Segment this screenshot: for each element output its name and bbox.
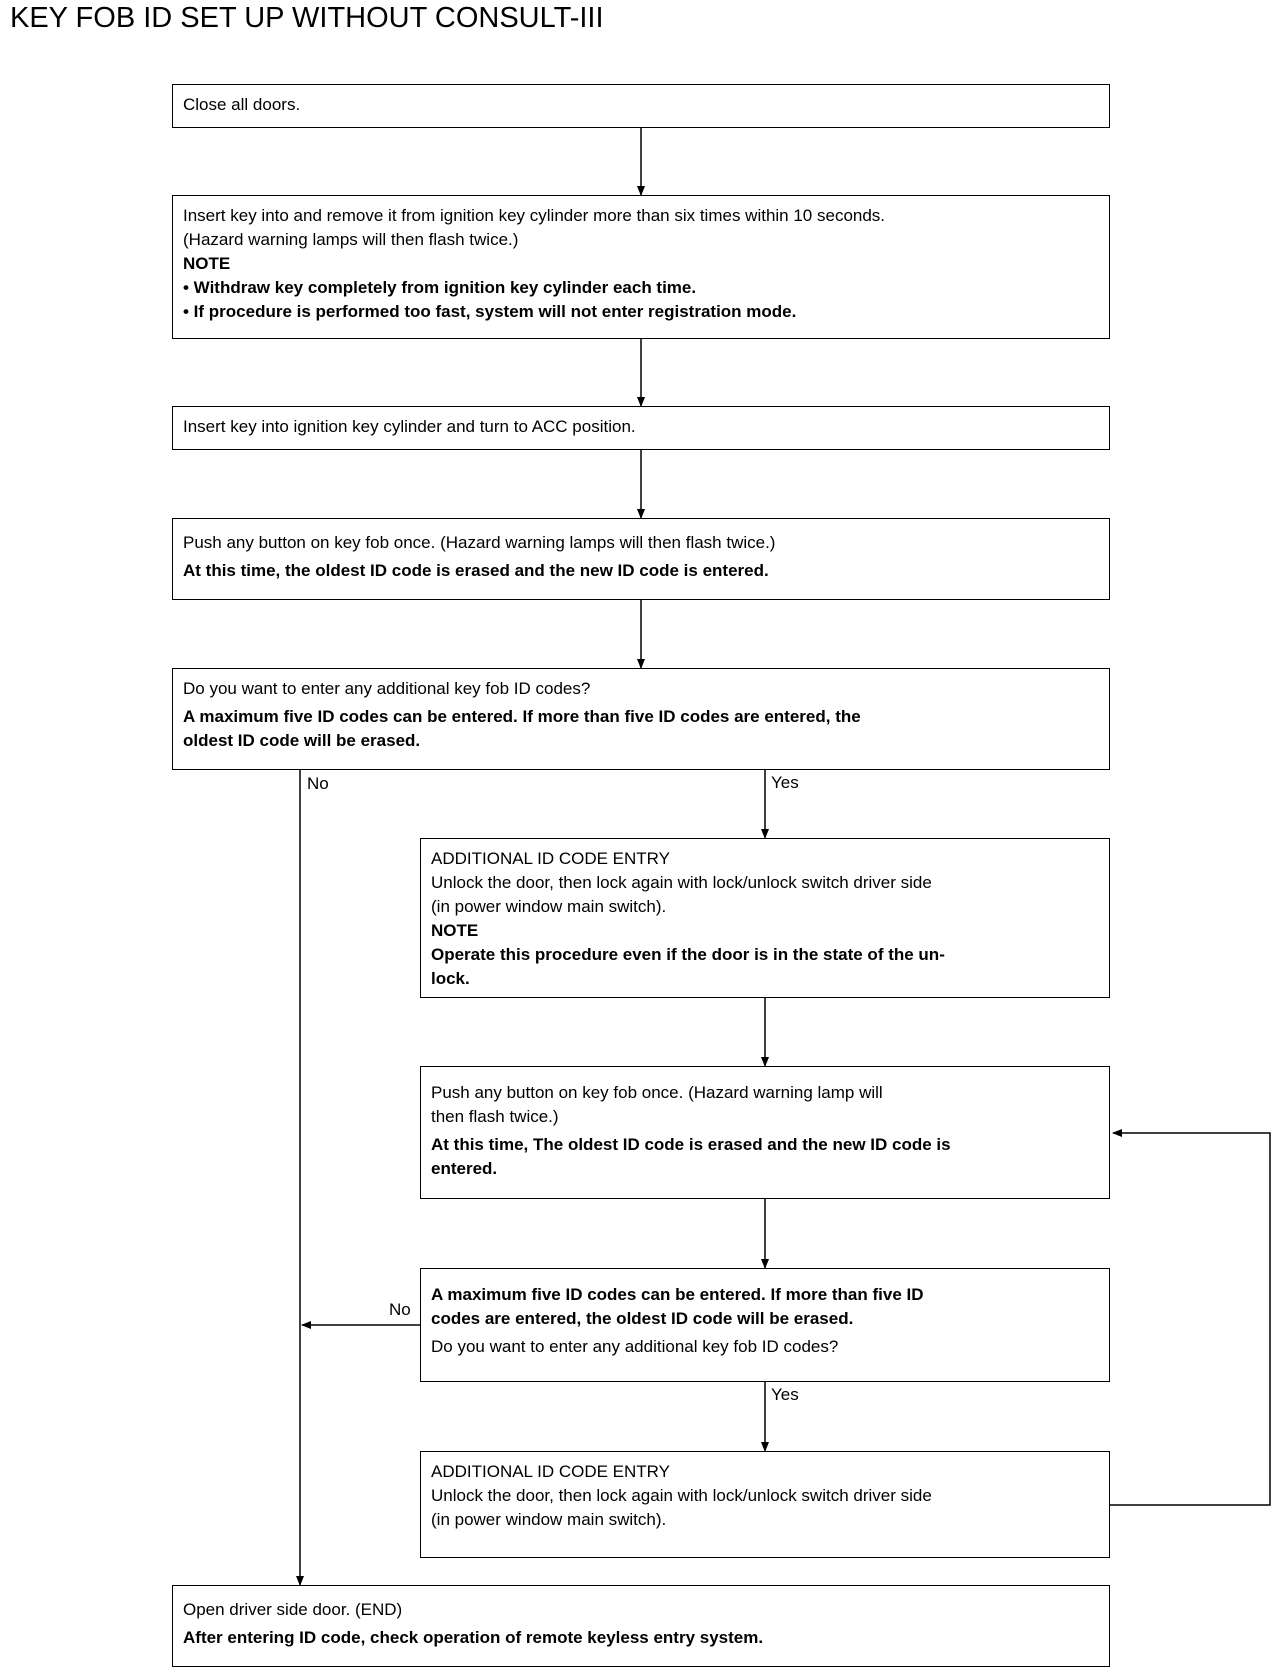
note-label: NOTE	[183, 254, 231, 273]
step-text: then flash twice.)	[431, 1107, 559, 1126]
no-label: No	[307, 774, 329, 793]
step-push-button-2	[420, 1066, 1110, 1199]
step-insert-remove-key	[172, 195, 1110, 339]
step-text: Unlock the door, then lock again with lock/unlock switch driver side	[431, 873, 932, 892]
loop-back-connector	[1110, 1133, 1270, 1505]
page-title: KEY FOB ID SET UP WITHOUT CONSULT-III	[10, 2, 604, 34]
step-text-bold: entered.	[431, 1159, 498, 1178]
step-text: Insert key into ignition key cylinder and turn to ACC position.	[183, 417, 636, 436]
question-note: A maximum five ID codes can be entered. If more than five ID codes are entered, the	[183, 707, 861, 726]
question-text: Do you want to enter any additional key fob ID codes?	[431, 1337, 839, 1356]
question-note: A maximum five ID codes can be entered. If more than five ID	[431, 1285, 924, 1304]
yes-label: Yes	[771, 1385, 799, 1404]
step-additional-entry-1	[420, 838, 1110, 998]
note-label: NOTE	[431, 921, 479, 940]
entry-heading: ADDITIONAL ID CODE ENTRY	[431, 1462, 670, 1481]
step-text: Close all doors.	[183, 95, 301, 114]
step-push-button	[172, 518, 1110, 600]
question-note: oldest ID code will be erased.	[183, 731, 421, 750]
question-note: codes are entered, the oldest ID code will be erased.	[431, 1309, 854, 1328]
step-close-doors	[172, 84, 1110, 128]
step-insert-acc	[172, 406, 1110, 450]
step-text-bold: At this time, the oldest ID code is erased and the new ID code is entered.	[183, 561, 769, 580]
note-text: Operate this procedure even if the door is in the state of the un-	[431, 945, 945, 964]
no-label: No	[389, 1300, 411, 1319]
note-bullet: • Withdraw key completely from ignition key cylinder each time.	[183, 278, 697, 297]
step-additional-entry-2	[420, 1451, 1110, 1558]
step-text: (Hazard warning lamps will then flash twice.)	[183, 230, 519, 249]
question-text: Do you want to enter any additional key fob ID codes?	[183, 679, 591, 698]
note-bullet: • If procedure is performed too fast, system will not enter registration mode.	[183, 302, 797, 321]
step-text-bold: At this time, The oldest ID code is erased and the new ID code is	[431, 1135, 951, 1154]
step-text: Unlock the door, then lock again with lock/unlock switch driver side	[431, 1486, 932, 1505]
yes-label: Yes	[771, 773, 799, 792]
decision-additional-codes	[172, 668, 1110, 770]
step-text: Push any button on key fob once. (Hazard warning lamp will	[431, 1083, 883, 1102]
step-text: (in power window main switch).	[431, 1510, 667, 1529]
entry-heading: ADDITIONAL ID CODE ENTRY	[431, 849, 670, 868]
note-text: lock.	[431, 969, 470, 988]
step-text: Insert key into and remove it from ignition key cylinder more than six times within 10 seconds.	[183, 206, 886, 225]
step-end	[172, 1585, 1110, 1667]
decision-additional-codes-2	[420, 1268, 1110, 1382]
step-text: (in power window main switch).	[431, 897, 667, 916]
step-text: Push any button on key fob once. (Hazard warning lamps will then flash twice.)	[183, 533, 776, 552]
step-text: Open driver side door. (END)	[183, 1600, 403, 1619]
step-text-bold: After entering ID code, check operation of remote keyless entry system.	[183, 1628, 764, 1647]
